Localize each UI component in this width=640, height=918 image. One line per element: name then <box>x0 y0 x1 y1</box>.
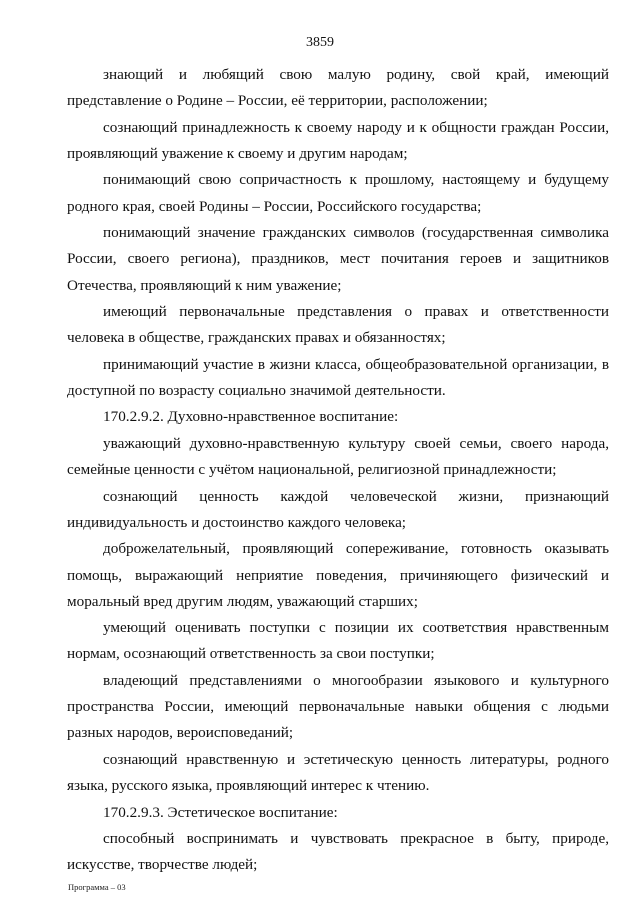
paragraph: способный воспринимать и чувствовать прекрасное в быту, природе, искусстве, творчестве людей; <box>67 830 609 874</box>
section-heading: 170.2.9.2. Духовно-нравственное воспитание: <box>103 408 399 426</box>
footer-label: Программа – 03 <box>68 882 126 892</box>
paragraph: уважающий духовно-нравственную культуру своей семьи, своего народа, семейные ценности с учётом национальной, религиозной принадлежности; <box>67 434 609 479</box>
paragraph: имеющий первоначальные представления о правах и ответственности человека в обществе, гражданских правах и обязанностях; <box>67 303 609 347</box>
page-number: 3859 <box>306 35 334 50</box>
paragraph: принимающий участие в жизни класса, общеобразовательной организации, в доступной по возрасту социально значимой деятельности. <box>67 355 609 399</box>
paragraph: сознающий нравственную и эстетическую ценность литературы, родного языка, русского языка, проявляющий интерес к чтению. <box>67 750 609 795</box>
paragraph: понимающий свою сопричастность к прошлому, настоящему и будущему родного края, своей Родины – России, Российского государства; <box>67 171 609 215</box>
document-body <box>67 62 609 879</box>
paragraph: доброжелательный, проявляющий сопереживание, готовность оказывать помощь, выражающий неприятие поведения, причиняющего физический и моральный вред другим людям, уважающий старших; <box>67 540 609 610</box>
paragraph: знающий и любящий свою малую родину, свой край, имеющий представление о Родине – России, её территории, расположении; <box>67 66 609 110</box>
section-heading: 170.2.9.3. Эстетическое воспитание: <box>103 803 338 821</box>
paragraph: умеющий оценивать поступки с позиции их соответствия нравственным нормам, осознающий ответственность за свои поступки; <box>67 619 609 663</box>
paragraph: сознающий принадлежность к своему народу и к общности граждан России, проявляющий уважение к своему и другим народам; <box>67 118 609 162</box>
paragraph: понимающий значение гражданских символов (государственная символика России, своего региона), праздников, мест почитания героев и защитников Отечества, проявляющий к ним уважение; <box>67 224 609 294</box>
paragraph: владеющий представлениями о многообразии языкового и культурного пространства России, имеющий первоначальные навыки общения с людьми разных народов, вероисповеданий; <box>67 671 609 742</box>
paragraph: сознающий ценность каждой человеческой жизни, признающий индивидуальность и достоинство каждого человека; <box>67 487 609 531</box>
